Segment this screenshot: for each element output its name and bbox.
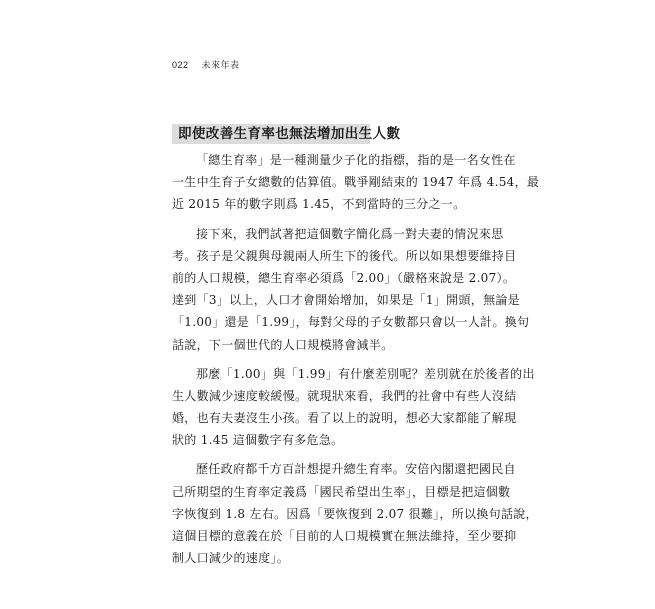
text-line: 接下來，我們試著把這個數字簡化爲一對夫妻的情況來思 — [196, 226, 504, 241]
paragraph-4 — [172, 458, 538, 569]
text-line: 近 2015 年的數字則爲 1.45，不到當時的三分之一。 — [172, 197, 466, 212]
text-line: 生人數減少速度較緩慢。就現狀來看，我們的社會中有些人沒結 — [172, 388, 517, 403]
section-heading: 即使改善生育率也無法增加出生人數 — [172, 124, 370, 144]
book-title: 未來年表 — [201, 60, 240, 70]
text-line: 那麼「1.00」與「1.99」有什麼差別呢？差別就在於後者的出 — [196, 366, 535, 381]
text-line: 制人口減少的速度」。 — [172, 551, 290, 566]
body-text — [172, 149, 540, 569]
page-number: 022 — [172, 60, 189, 70]
text-line: 「總生育率」是一種測量少子化的指標，指的是一名女性在 — [196, 153, 516, 167]
text-line: 狀的 1.45 這個數字有多危急。 — [172, 433, 344, 448]
text-line: 考。孩子是父親與母親兩人所生下的後代。所以如果想要維持目 — [172, 248, 517, 263]
paragraph-3 — [172, 363, 535, 452]
text-line: 一生中生育子女總數的估算值。戰爭剛結束的 1947 年爲 4.54，最 — [172, 175, 540, 190]
text-line: 婚，也有夫妻沒生小孩。看了以上的說明，想必大家都能了解現 — [172, 411, 517, 426]
text-line: 這個目標的意義在於「目前的人口規模實在無法維持，至少要抑 — [172, 529, 517, 543]
text-line: 己所期望的生育率定義爲「國民希望出生率」，目標是把這個數 — [172, 484, 511, 499]
paragraph-1 — [172, 149, 540, 216]
text-line: 達到「3」以上，人口才會開始增加，如果是「1」開頭，無論是 — [172, 293, 520, 308]
text-line: 「1.00」還是「1.99」，每對父母的子女數都只會以一人計。換句 — [172, 315, 530, 330]
text-line: 話說，下一個世代的人口規模將會減半。 — [172, 337, 394, 352]
text-line: 字恢復到 1.8 左右。因爲「要恢復到 2.07 很難」，所以換句話說， — [172, 506, 538, 521]
text-line: 歷任政府都千方百計想提升總生育率。安倍內閣還把國民自 — [196, 462, 516, 477]
paragraph-2 — [172, 223, 530, 356]
page-header — [172, 58, 240, 71]
text-line: 前的人口規模，總生育率必須爲「2.00」（嚴格來說是 2.07）。 — [172, 270, 516, 285]
